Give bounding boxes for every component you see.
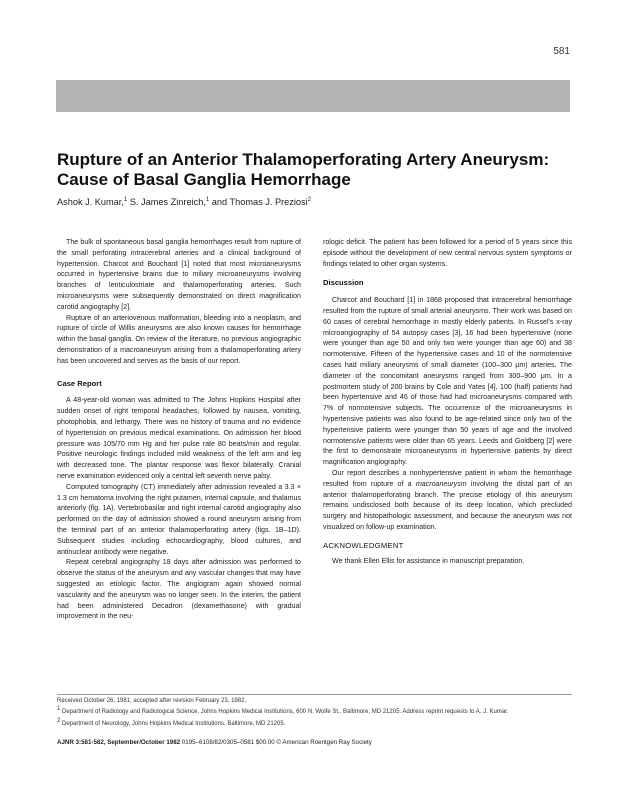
journal-citation — [57, 739, 572, 746]
article-title: Rupture of an Anterior Thalamoperforating Artery Aneurysm: Cause of Basal Ganglia Hemorrhage — [57, 150, 550, 189]
emphasis: macroaneurysm — [415, 479, 467, 488]
journal-citation-rest: 0195–6108/82/0305–0581 $00.00 © American Roentgen Ray Society — [180, 739, 372, 746]
journal-citation-bold: AJNR 3:581-582, September/October 1982 — [57, 739, 181, 746]
footnotes — [57, 697, 572, 728]
discussion-heading: Discussion — [323, 278, 364, 288]
author-affiliation-mark: 1 — [123, 197, 128, 203]
author-affiliation-mark: 1 — [205, 197, 210, 203]
intro-paragraph: Rupture of an arteriovenous malformation, bleeding into a neoplasm, and rupture of circle of Willis aneurysms are also known causes for hemorrhage within the basal ganglia. On review of the literature, no previous angiographic demonstration of a macroaneurysm arising from a thalamoperforating artery has been uncovered and serves as the basis of our report. — [57, 313, 301, 365]
footnote: $^2$ Department of Neurology, Johns Hopkins Medical Institutions, Baltimore, MD 21205. — [57, 717, 286, 727]
footnote: $^1$ Department of Radiology and Radiological Science, Johns Hopkins Medical Institutions, 600 N. Wolfe St., Baltimore, MD 21205. Address reprint requests to A. J. Kumar. — [57, 706, 509, 716]
author-name: Ashok J. Kumar, — [57, 197, 124, 208]
header-band — [56, 80, 570, 112]
left-column — [57, 237, 301, 622]
case-report-paragraph: Repeat cerebral angiography 18 days after admission was performed to observe the status of the aneurysm and any vascular changes that may have suggested an etiologic factor. The angiogram again showed normal vascularity and the aneurysm was no longer seen. In the interim, the patient had been administered Decadron (dexamethasone) with gradual improvement in the neu- — [57, 558, 301, 621]
case-report-heading: Case Report — [57, 378, 102, 388]
author-name: and Thomas J. Preziosi — [211, 197, 308, 208]
footnote-divider — [57, 694, 572, 695]
acknowledgment-text: We thank Ellen Ellis for assistance in manuscript preparation. — [332, 556, 525, 565]
received-note: Received October 26, 1981; accepted after revision February 23, 1982. — [57, 698, 247, 704]
case-report-paragraph: A 48-year-old woman was admitted to The Johns Hopkins Hospital after sudden onset of right temporal headaches, followed by nausea, vomiting, photophobia, and lethargy. There was no history of trauma and no evidence of hypertension on previous medical examinations. On admission her blood pressure was 105/70 mm Hg and her pulse rate 80 beats/min and regular. Positive neurologic findings included mild weakness of the left arm and leg with decreased tone. The plantar response was flexor bilaterally. Cranial nerve examination evidenced only a central left seventh nerve palsy. — [57, 396, 301, 480]
right-column — [323, 237, 572, 566]
author-affiliation-mark: 2 — [307, 197, 311, 203]
page-number: 581 — [553, 46, 570, 57]
discussion-paragraph: Our report describes a nonhypertensive patient in whom the hemorrhage resulted from rupture of a macroaneurysm involving the distal part of an anterior thalamoperforating branch. The precise etiology of this aneurysm remains undisclosed both because of its deep location, which precluded surgery and histopathologic assessment, and because the aneurysm was not visualized on follow-up examination. — [323, 468, 572, 531]
author-name: S. James Zinreich, — [129, 197, 206, 208]
author-list — [57, 197, 477, 207]
case-report-continuation: rologic deficit. The patient has been followed for a period of 5 years since this episode without the development of new central nervous system symptoms or findings related to other organ systems. — [323, 238, 572, 268]
intro-paragraph: The bulk of spontaneous basal ganglia hemorrhages result from rupture of the small perforating intracerebral arteries and a clinical background of hypertension. Charcot and Bouchard [1] noted that most microaneurysms occurred in hypertensive brains due to miliary microaneurysms involving branches of lenticulostriate and thalamoperforating arteries. Such microaneurysms were subsequently demonstrated on direct magnification carotid angiography [2]. — [57, 238, 301, 311]
acknowledgment-heading: ACKNOWLEDGMENT — [323, 540, 404, 550]
case-report-paragraph: Computed tomography (CT) immediately after admission revealed a 3.3 × 1.3 cm hematoma involving the right putamen, internal capsule, and thalamus anteriorly (fig. 1A). Vertebrobasilar and right internal carotid angiography also performed on the day of admission showed a round aneurysm arising from the terminal part of an anterior thalamoperforating artery (figs. 1B–1D). Subsequent studies including echocardiography, blood cultures, and antinuclear antibody were negative. — [57, 482, 301, 556]
discussion-paragraph: Charcot and Bouchard [1] in 1868 proposed that intracerebral hemorrhage resulted from the rupture of small arterial aneurysms. Their work was based on 60 cases of cerebral hemorrhage in mostly elderly patients. In Russel's x-ray microangiography of 54 autopsy cases [3], 16 had been hypertensive (none were younger than age 50 and only two were younger than age 60) and 38 normotensive. Fifteen of the hypertensive cases and 10 of the normotensive cases had miliary aneurysms of small diameter (100–300 μm) arteries. The diameter of the concomitant aneurysms ranged from 300–900 μm. In a postmortem study of 200 brains by Cole and Yates [4], 100 (half) patients had been hypertensive and 46 of those had had microaneurysms compared with 7% of normotensive subjects. The occurrence of the microaneurysms in hypertensive patients was also found to be age-related since only two of the hypertensive patients were younger than 50 years of age and the involved normotensive patients were older than 65 years. Leeds and Goldberg [2] were the first to demonstrate microaneurysms in hypertensive patients by direct magnification angiography. — [323, 296, 572, 467]
